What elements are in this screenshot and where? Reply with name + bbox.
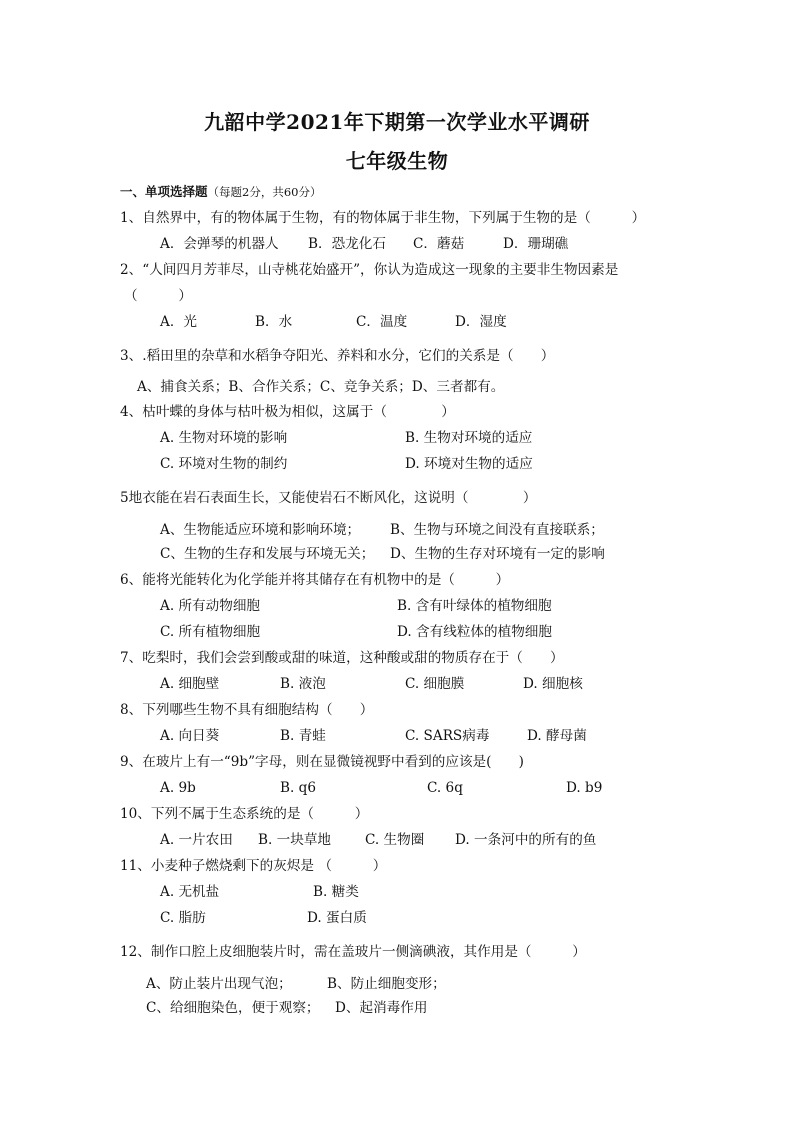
question-option: D. 细胞核: [523, 676, 583, 692]
question-option: C. SARS病毒: [405, 728, 490, 744]
question-option: C. 所有植物细胞: [160, 624, 261, 640]
question-option: D、生物的生存对环境有一定的影响: [390, 546, 605, 562]
exam-title: 九韶中学2021年下期第一次学业水平调研: [204, 110, 590, 134]
question-option: C. 脂肪: [160, 910, 206, 926]
question-option: C．蘑菇: [413, 236, 465, 252]
question-options-line: A、捕食关系；B、合作关系；C、竞争关系；D、三者都有。: [137, 379, 505, 395]
question-option: C. 生物圈: [365, 832, 425, 848]
question-option: A. 一片农田: [160, 832, 233, 848]
question-option: A、防止装片出现气泡；: [146, 976, 292, 992]
question-option: B. 液泡: [280, 676, 326, 692]
question-option: A. 所有动物细胞: [160, 598, 261, 614]
question-option: A、生物能适应环境和影响环境；: [160, 522, 361, 538]
question-option: D．珊瑚礁: [503, 236, 569, 252]
question-option: B. q6: [280, 780, 316, 796]
question-option: A．会弹琴的机器人: [160, 236, 279, 252]
question-option: B. 糖类: [313, 884, 359, 900]
question-option: A. 9b: [160, 780, 196, 796]
question-option: A．光: [160, 314, 198, 330]
question-stem: 8、下列哪些生物不具有细胞结构（ ）: [120, 702, 374, 718]
question-option: B. 生物对环境的适应: [405, 430, 533, 446]
question-stem: 6、能将光能转化为化学能并将其储存在有机物中的是（ ）: [120, 572, 510, 588]
question-stem: 1、自然界中，有的物体属于生物，有的物体属于非生物，下列属于生物的是（ ）: [120, 210, 646, 226]
question-option: C. 环境对生物的制约: [160, 456, 288, 472]
question-option: B．水: [255, 314, 293, 330]
question-stem: 2、“人间四月芳菲尽，山寺桃花始盛开”，你认为造成这一现象的主要非生物因素是: [120, 262, 619, 278]
question-option: D. 一条河中的所有的鱼: [455, 832, 597, 848]
question-option: C、生物的生存和发展与环境无关；: [160, 546, 375, 562]
question-stem: 10、下列不属于生态系统的是（ ）: [120, 806, 369, 822]
question-option: C、给细胞染色，便于观察；: [146, 1000, 320, 1016]
question-stem-continued: （ ）: [124, 288, 192, 304]
question-option: D. b9: [566, 780, 603, 796]
question-option: A. 细胞壁: [160, 676, 220, 692]
question-option: A. 向日葵: [160, 728, 220, 744]
question-option: B、生物与环境之间没有直接联系；: [390, 522, 604, 538]
exam-subject: 七年级生物: [345, 149, 449, 173]
question-option: B、防止细胞变形；: [327, 976, 446, 992]
question-option: D. 含有线粒体的植物细胞: [397, 624, 552, 640]
question-option: B．恐龙化石: [308, 236, 386, 252]
section-heading: [120, 183, 321, 201]
question-option: A. 无机盐: [160, 884, 220, 900]
question-option: C. 细胞膜: [405, 676, 465, 692]
question-stem: 12、制作口腔上皮细胞装片时，需在盖玻片一侧滴碘液，其作用是（ ）: [120, 944, 586, 960]
question-option: D、起消毒作用: [335, 1000, 428, 1016]
question-stem: 7、吃梨时，我们会尝到酸或甜的味道，这种酸或甜的物质存在于（ ）: [120, 650, 564, 666]
question-option: B. 含有叶绿体的植物细胞: [397, 598, 552, 614]
question-option: D. 环境对生物的适应: [405, 456, 533, 472]
question-stem: 9、在玻片上有一“9b”字母，则在显微镜视野中看到的应该是( ): [120, 754, 524, 770]
section-note: （每题2分，共60分）: [207, 185, 322, 199]
question-option: D. 酵母菌: [527, 728, 587, 744]
question-stem: 5地衣能在岩石表面生长，又能使岩石不断风化，这说明（ ）: [120, 490, 537, 506]
question-stem: 4、枯叶蝶的身体与枯叶极为相似，这属于（ ）: [120, 404, 455, 420]
question-option: B. 青蛙: [280, 728, 326, 744]
question-option: D．湿度: [455, 314, 507, 330]
question-option: C．温度: [356, 314, 408, 330]
question-stem: 11、小麦种子燃烧剩下的灰烬是 （ ）: [120, 858, 387, 874]
question-stem: 3、.稻田里的杂草和水稻争夺阳光、养料和水分，它们的关系是（ ）: [120, 348, 555, 364]
question-option: B. 一块草地: [258, 832, 332, 848]
section-label: 一、单项选择题: [120, 184, 208, 199]
question-option: D. 蛋白质: [307, 910, 367, 926]
question-option: C. 6q: [427, 780, 463, 796]
question-option: A. 生物对环境的影响: [160, 430, 288, 446]
